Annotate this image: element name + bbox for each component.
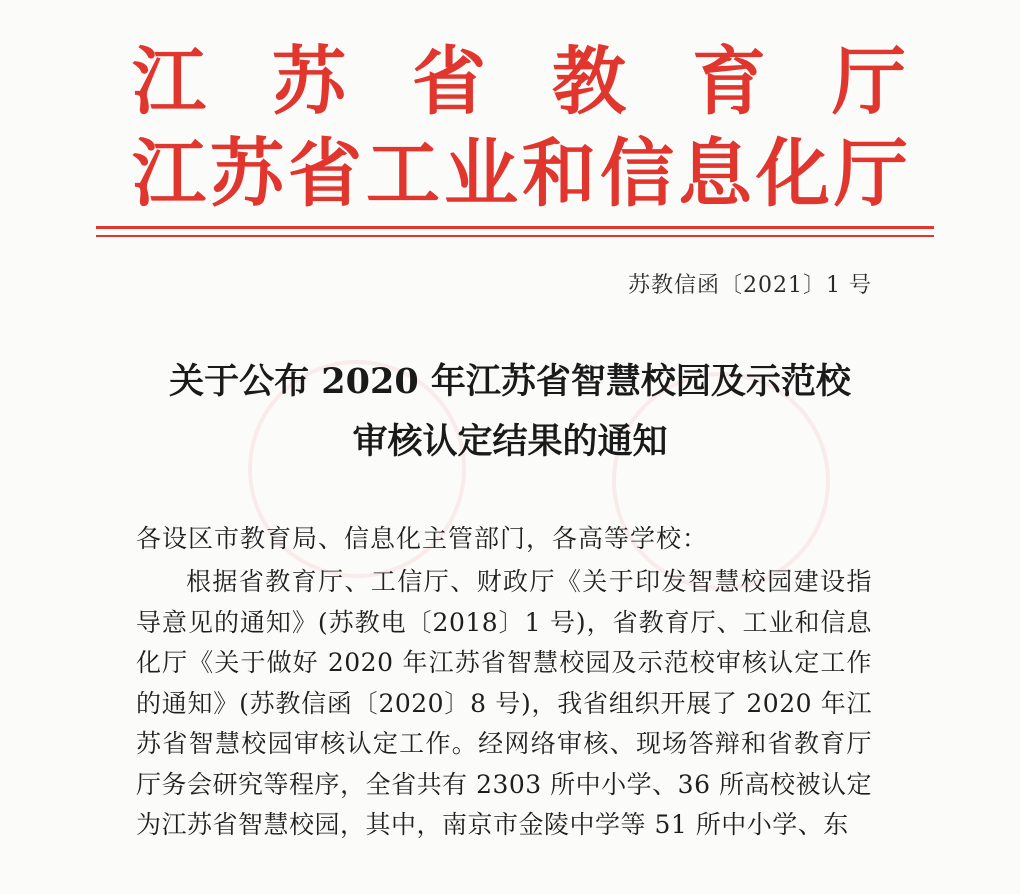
document-title-line-2: 审核认定结果的通知 (352, 421, 668, 462)
letterhead (96, 0, 972, 250)
letterhead-red-rule-secondary (96, 235, 934, 237)
letterhead-red-rule (96, 226, 934, 229)
document-title-line-1: 关于公布 2020 年江苏省智慧校园及示范校 (169, 361, 851, 402)
body-paragraph: 根据省教育厅、工信厅、财政厅《关于印发智慧校园建设指导意见的通知》(苏教电〔2018〕1 号)，省教育厅、工业和信息化厅《关于做好 2020 年江苏省智慧校园及示范校审核认定工作的通知》(苏教信函〔2020〕8 号)，我省组织开展了 2020 年江苏省智慧校园审核认定工作。经网络审核、现场答辩和省教育厅厅务会研究等程序，全省共有 2303 所中小学、36 所高校被认定为江苏省智慧校园，其中，南京市金陵中学等 51 所中小学、东 (136, 567, 872, 839)
document-title (0, 352, 1020, 472)
issuing-org-industry-it-dept: 江苏省工业和信息化厅 (132, 131, 912, 217)
document-number: 苏教信函〔2021〕1 号 (628, 273, 872, 298)
issuing-org-education-dept: 江苏省教育厅 (132, 39, 972, 125)
salutation: 各设区市教育局、信息化主管部门，各高等学校： (136, 524, 709, 553)
